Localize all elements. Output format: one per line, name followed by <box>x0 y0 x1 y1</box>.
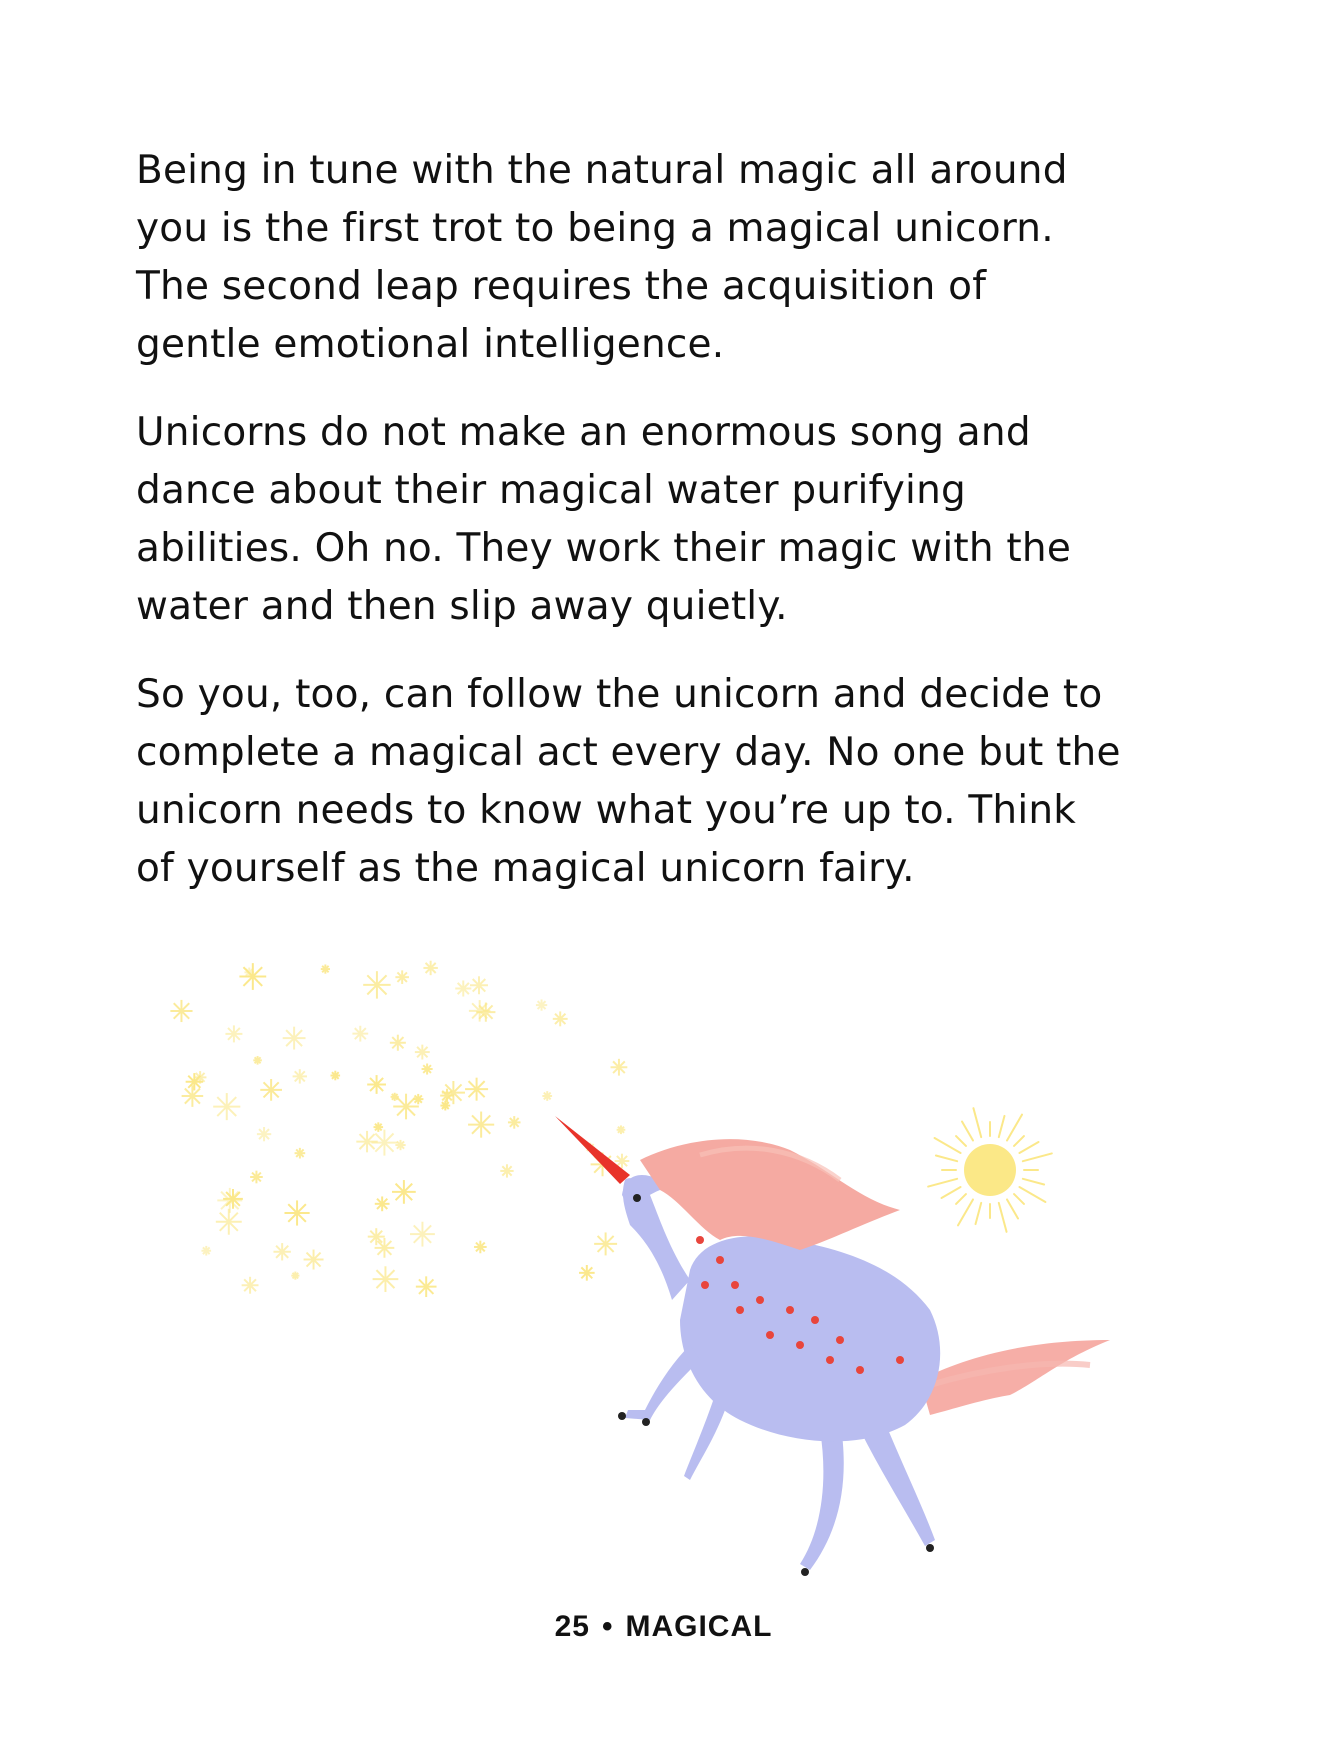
sparkle <box>553 1011 568 1026</box>
sun-ray <box>956 1194 966 1204</box>
unicorn-spot <box>756 1296 764 1304</box>
text-line: The second leap requires the acquisition of <box>136 264 987 309</box>
sparkle <box>455 980 471 996</box>
sparkle <box>611 1059 628 1076</box>
unicorn-spot <box>716 1256 724 1264</box>
sparkle <box>257 1127 271 1141</box>
sparkle <box>170 1000 192 1022</box>
sparkle <box>295 1148 306 1159</box>
sparkle <box>594 1232 617 1255</box>
sun-ray <box>976 1203 982 1224</box>
sun-ray <box>1023 1153 1052 1161</box>
unicorn-spot <box>736 1306 744 1314</box>
sun-ray <box>1014 1194 1024 1204</box>
text-line: Being in tune with the natural magic all around <box>136 148 1068 193</box>
unicorn-spot <box>786 1306 794 1314</box>
sparkle <box>239 963 266 990</box>
unicorn-spot <box>701 1281 709 1289</box>
sun-ray <box>942 1187 961 1198</box>
sparkle <box>395 1140 405 1150</box>
sparkle <box>368 1228 385 1245</box>
section-title: MAGICAL <box>625 1610 773 1643</box>
sparkle <box>213 1093 240 1120</box>
sparkle <box>410 1222 435 1247</box>
sun-ray <box>999 1203 1007 1232</box>
sparkle <box>284 1200 309 1225</box>
sparkle <box>217 1188 242 1213</box>
sun-ray <box>956 1136 966 1146</box>
sparkle <box>390 1035 406 1051</box>
sun-ray <box>936 1156 957 1162</box>
sparkle <box>508 1116 521 1129</box>
sparkle <box>352 1026 368 1042</box>
sparkle <box>391 1093 399 1101</box>
sparkle <box>440 1101 450 1111</box>
sparkle <box>304 1250 324 1270</box>
paragraph-2 <box>136 404 1216 636</box>
sun-ray <box>973 1108 981 1137</box>
text-line: water and then slip away quietly. <box>136 584 788 629</box>
sparkle-field <box>170 961 629 1297</box>
footer-separator: • <box>601 1610 614 1643</box>
sparkle <box>474 1241 487 1254</box>
sparkle <box>375 1196 390 1211</box>
sparkle <box>469 1000 491 1022</box>
text-line: of yourself as the magical unicorn fairy. <box>136 846 915 891</box>
unicorn-spot <box>696 1236 704 1244</box>
sparkle <box>465 1078 488 1101</box>
text-line: Unicorns do not make an enormous song and <box>136 410 1031 455</box>
sparkle <box>470 976 488 994</box>
sun-ray <box>1007 1115 1022 1141</box>
sparkle <box>242 1277 259 1294</box>
sparkle <box>363 971 390 998</box>
paragraph-3 <box>136 666 1216 898</box>
sparkle <box>225 1025 242 1042</box>
sparkle <box>536 999 547 1010</box>
sun-ray <box>1023 1179 1044 1185</box>
paragraph-1 <box>136 142 1216 374</box>
sparkle <box>331 1071 341 1081</box>
sparkle <box>617 1125 626 1134</box>
sparkle <box>415 1045 430 1060</box>
text-line: complete a magical act every day. No one but the <box>136 730 1121 775</box>
sun-ray <box>962 1122 973 1141</box>
sparkle <box>373 1266 399 1292</box>
sparkle <box>367 1075 386 1094</box>
sparkle <box>201 1246 211 1256</box>
sparkle <box>374 1122 384 1132</box>
sparkle <box>579 1265 595 1281</box>
text-line: unicorn needs to know what you’re up to. Think <box>136 788 1077 833</box>
sun-ray <box>999 1116 1005 1137</box>
sparkle <box>273 1243 290 1260</box>
unicorn-spot <box>731 1281 739 1289</box>
text-line: So you, too, can follow the unicorn and decide to <box>136 672 1103 717</box>
text-line: abilities. Oh no. They work their magic with the <box>136 526 1072 571</box>
sun-ray <box>1014 1136 1024 1146</box>
sparkle <box>423 961 437 975</box>
sparkle <box>216 1209 242 1235</box>
sparkle <box>468 1112 494 1138</box>
sparkle <box>321 964 330 973</box>
sparkle <box>500 1164 513 1177</box>
sparkle <box>416 1276 437 1297</box>
sun-icon <box>928 1108 1052 1232</box>
sun-ray <box>928 1179 957 1187</box>
sparkle <box>375 1238 395 1258</box>
text-line: gentle emotional intelligence. <box>136 322 725 367</box>
unicorn <box>555 1116 1110 1576</box>
sun-ray <box>1007 1199 1018 1218</box>
text-line: dance about their magical water purifying <box>136 468 966 513</box>
unicorn-spot <box>836 1336 844 1344</box>
sparkle <box>250 1171 263 1184</box>
body-text <box>136 142 1216 928</box>
unicorn-spot <box>796 1341 804 1349</box>
sun-ray <box>935 1138 961 1153</box>
sun-ray <box>1019 1187 1045 1202</box>
sparkle <box>253 1056 262 1065</box>
unicorn-spot <box>811 1316 819 1324</box>
sparkle <box>542 1091 552 1101</box>
unicorn-spot <box>896 1356 904 1364</box>
sparkle <box>422 1063 433 1074</box>
sparkle <box>371 1130 397 1156</box>
unicorn-spot <box>826 1356 834 1364</box>
sparkle <box>356 1131 377 1152</box>
sparkle <box>182 1085 204 1107</box>
sun-ray <box>1019 1142 1038 1153</box>
page-footer <box>0 1610 1327 1644</box>
sparkle <box>223 1189 243 1209</box>
sparkle <box>260 1079 282 1101</box>
unicorn-spot <box>856 1366 864 1374</box>
unicorn-illustration <box>0 940 1327 1660</box>
sparkle <box>293 1069 307 1083</box>
sun-ray <box>958 1199 973 1225</box>
unicorn-spot <box>766 1331 774 1339</box>
page-number: 25 <box>554 1610 590 1643</box>
sparkle <box>395 970 409 984</box>
sparkle <box>291 1272 299 1280</box>
sparkle <box>283 1027 306 1050</box>
sparkle <box>392 1180 416 1204</box>
text-line: you is the first trot to being a magical unicorn. <box>136 206 1054 251</box>
